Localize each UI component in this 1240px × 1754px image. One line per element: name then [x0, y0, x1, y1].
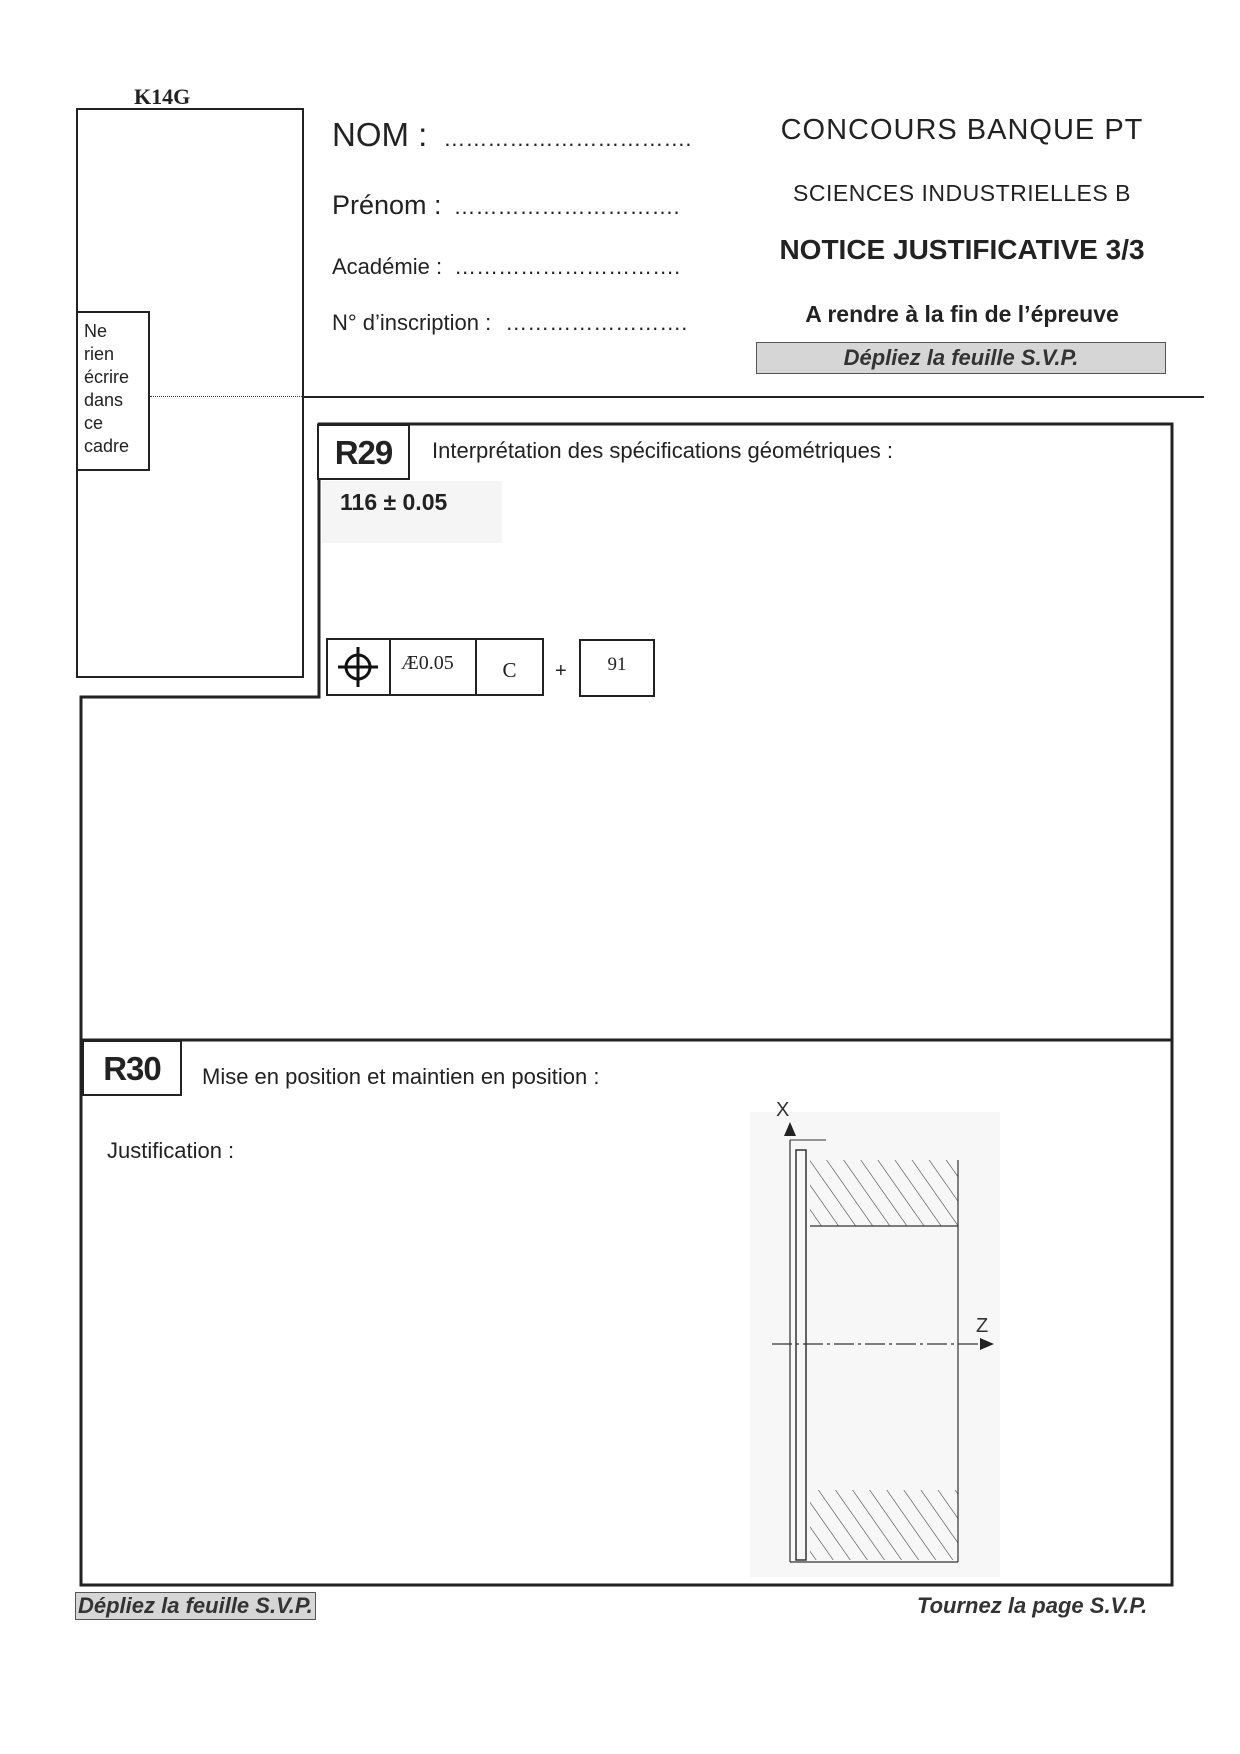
dimension-value: 116 ± 0.05	[322, 481, 502, 543]
tolerance-value: Æ0.05	[389, 638, 477, 696]
x-axis-label: X	[776, 1100, 790, 1121]
r30-title: Mise en position et maintien en position :	[202, 1064, 600, 1089]
hatched-section-top	[810, 1160, 958, 1226]
unfold-sheet-footer-button[interactable]: Dépliez la feuille S.V.P.	[75, 1592, 316, 1620]
nom-dots: …………………………….	[443, 126, 692, 151]
academie-dots: ………………………….	[454, 254, 681, 279]
note-line: écrire	[84, 367, 130, 387]
part-drawing	[750, 1100, 1010, 1580]
note-line: cadre	[84, 436, 130, 456]
return-instruction: A rendre à la fin de l’épreuve	[805, 301, 1119, 327]
question-label-r30: R30	[82, 1040, 182, 1096]
inscription-dots: …………………….	[505, 310, 688, 335]
datum-reference: C	[475, 638, 544, 696]
justification-label: Justification :	[107, 1138, 235, 1163]
hatched-section-bottom	[810, 1490, 958, 1560]
note-line: Ne	[84, 321, 108, 341]
concours-title: CONCOURS BANQUE PT	[780, 114, 1144, 146]
prenom-label: Prénom :	[332, 190, 442, 220]
inscription-label: N° d’inscription :	[332, 310, 492, 335]
academie-label: Académie :	[332, 254, 443, 279]
position-tolerance-icon	[326, 638, 391, 696]
nom-label: NOM :	[332, 116, 428, 153]
note-line: ce	[84, 413, 104, 433]
note-line: dans	[84, 390, 124, 410]
crosshair-icon	[328, 640, 389, 694]
question-label-r29: R29	[317, 424, 410, 480]
plus-sign: +	[555, 660, 567, 682]
reference-box: 91	[579, 639, 655, 697]
z-axis-label: Z	[976, 1315, 989, 1337]
document-code: K14G	[134, 84, 191, 109]
prenom-dots: ………………………….	[453, 194, 680, 219]
r29-title: Interprétation des spécifications géométriques :	[432, 438, 894, 463]
turn-page-note: Tournez la page S.V.P.	[917, 1593, 1148, 1618]
unfold-sheet-button[interactable]: Dépliez la feuille S.V.P.	[756, 342, 1166, 374]
note-line: rien	[84, 344, 115, 364]
notice-title: NOTICE JUSTIFICATIVE 3/3	[779, 234, 1145, 265]
sciences-title: SCIENCES INDUSTRIELLES B	[793, 180, 1131, 206]
